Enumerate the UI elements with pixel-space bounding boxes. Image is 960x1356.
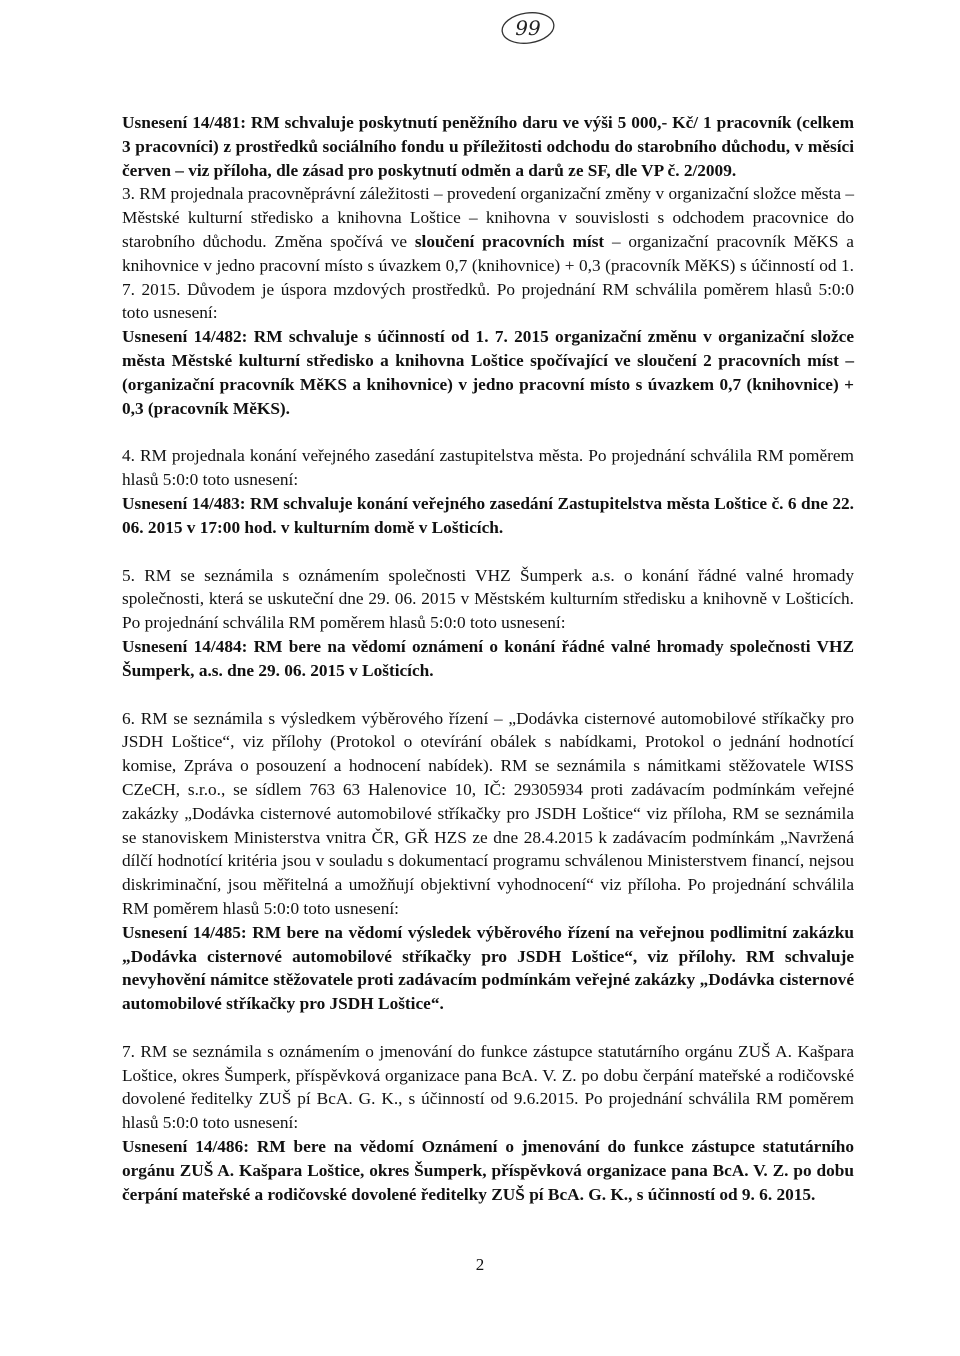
page-number: 2 [475,1255,485,1274]
item-4 [122,444,854,539]
resolution-14-486: Usnesení 14/486: RM bere na vědomí Oznámení o jmenování do funkce zástupce statutárního orgánu ZUŠ A. Kašpara Loštice, okres Šumperk, příspěvková organizace pana BcA. V. Z. po dobu čerpání mateřské a rodičovské dovolené ředitelky ZUŠ pí BcA. G. K., s účinností od 9. 6. 2015. [122,1137,854,1204]
item-7 [122,1040,854,1207]
item-6 [122,707,854,1016]
resolution-14-482: Usnesení 14/482: RM schvaluje s účinností od 1. 7. 2015 organizační změnu v organizační složce města Městské kulturní středisko a knihovna Loštice spočívající ve sloučení 2 pracovních míst – (organizační pracovník MěKS a knihovnice) v jedno pracovní místo s úvazkem 0,7 (knihovnice) + 0,3 (pracovník MěKS). [122,327,854,418]
resolution-14-483: Usnesení 14/483: RM schvaluje konání veřejného zasedání Zastupitelstva města Loštice č. 6 dne 22. 06. 2015 v 17:00 hod. v kulturním domě v Lošticích. [122,493,854,537]
item-4-text: 4. RM projednala konání veřejného zasedání zastupitelstva města. Po projednání schválila RM poměrem hlasů 5:0:0 toto usnesení: [122,446,854,490]
item-3 [122,182,854,420]
resolution-14-485: Usnesení 14/485: RM bere na vědomí výsledek výběrového řízení na veřejnou podlimitní zakázku „Dodávka cisternové automobilové stříkačky pro JSDH Loštice“, viz přílohy. RM schvaluje nevyhovění námitce stěžovatele proti zadávacím podmínkám veřejné zakázky „Dodávka cisternové automobilové stříkačky pro JSDH Loštice“. [122,922,854,1014]
item-6-text: 6. RM se seznámila s výsledkem výběrového řízení – „Dodávka cisternové automobilové stříkačky pro JSDH Loštice“, viz přílohy (Protokol o otevírání obálek s nabídkami, Protokol o jednání hodnotící komise, Zpráva o posouzení a hodnocení nabídek). RM se seznámila s námitkami stěžovatele WISS CZeCH, s.r.o., se sídlem 763 63 Halenovice 10, IČ: 29305934 proti zadávacím podmínkám veřejné zakázky „Dodávka cisternové automobilové stříkačky pro JSDH Loštice“ viz příloha, RM se seznámila se stanoviskem Ministerstva vnitra ČR, GŘ HZS ze dne 28.4.2015 k zadávacím podmínkám „Navržená dílčí hodnotící kritéria jsou v souladu s dokumentací programu schválenou Ministerstvem financí, nejsou diskriminační, jsou měřitelná a umožňují objektivní vyhodnocení“ viz příloha. Po projednání schválila RM poměrem hlasů 5:0:0 toto usnesení: [122,708,854,918]
resolution-14-484: Usnesení 14/484: RM bere na vědomí oznámení o konání řádné valné hromady společnosti VHZ Šumperk, a.s. dne 29. 06. 2015 v Lošticích. [122,636,854,680]
resolution-14-481: Usnesení 14/481: RM schvaluje poskytnutí peněžního daru ve výši 5 000,- Kč/ 1 pracovník (celkem 3 pracovníci) z prostředků sociálního fondu u příležitosti odchodu do starobního důchodu, v měsíci červen – viz příloha, dle zásad pro poskytnutí odměn a darů ze SF, dle VP č. 2/2009. [122,113,854,180]
document-body [122,111,854,1230]
item-5 [122,564,854,683]
handwritten-page-number-stamp [498,10,558,46]
item-7-text: 7. RM se seznámila s oznámením o jmenování do funkce zástupce statutárního orgánu ZUŠ A. Kašpara Loštice, okres Šumperk, příspěvková organizace pana BcA. V. Z. po dobu čerpání mateřské a rodičovské dovolené ředitelky ZUŠ pí BcA. G. K., s účinností od 9.6.2015. Po projednání schválila RM poměrem hlasů 5:0:0 toto usnesení: [122,1041,854,1133]
item-5-text: 5. RM se seznámila s oznámením společnosti VHZ Šumperk a.s. o konání řádné valné hromady společnosti, která se uskuteční dne 29. 06. 2015 v Městském kulturním středisku a knihovně v Lošticích. Po projednání schválila RM poměrem hlasů 5:0:0 toto usnesení: [122,565,854,633]
item-3-text: 3. RM projednala pracovněprávní záležitosti – provedení organizační změny v organizační složce města – Městské kulturní středisko a knihovna Loštice – knihovna v souvislosti s odchodem pracovnice do starobního důchodu. Změna spočívá ve sloučení pracovních míst – organizační pracovník MěKS a knihovnice v jedno pracovní místo s úvazkem 0,7 (knihovnice) + 0,3 (pracovník MěKS) s účinností od 1. 7. 2015. Důvodem je úspora mzdových prostředků. Po projednání RM schválila poměrem hlasů 5:0:0 toto usnesení: [122,184,854,323]
stamp-number: 99 [515,16,541,40]
